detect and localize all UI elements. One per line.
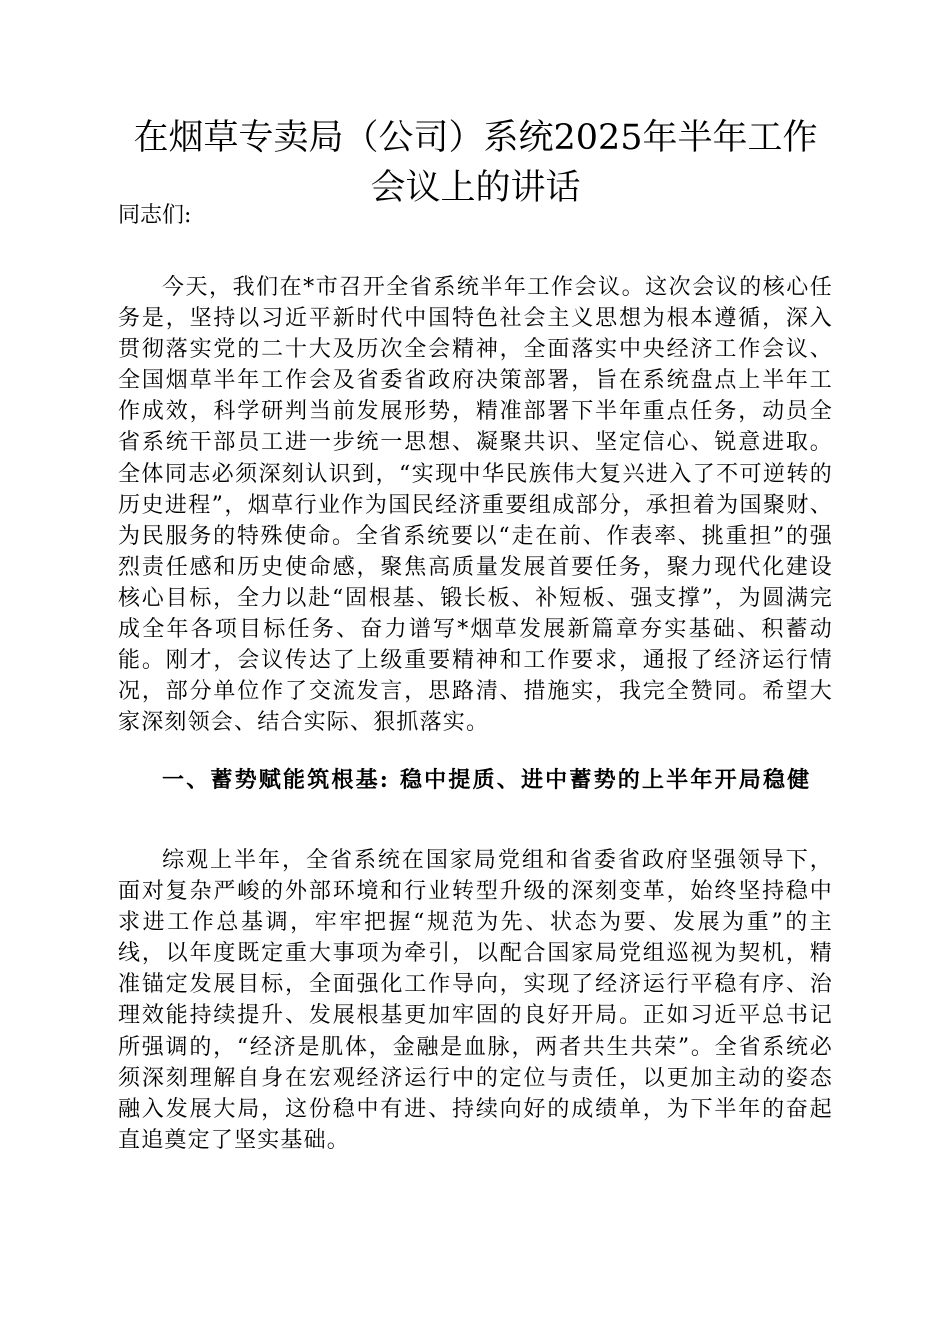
opening-paragraph: 今天，我们在*市召开全省系统半年工作会议。这次会议的核心任务是，坚持以习近平新时代中国特色社会主义思想为根本遵循，深入贯彻落实党的二十大及历次全会精神，全面落实中央经济工作会议、全国烟草半年工作会及省委省政府决策部署，旨在系统盘点上半年工作成效，科学研判当前发展形势，精准部署下半年重点任务，动员全省系统干部员工进一步统一思想、凝聚共识、坚定信心、锐意进取。全体同志必须深刻认识到，“实现中华民族伟大复兴进入了不可逆转的历史进程”，烟草行业作为国民经济重要组成部分，承担着为国聚财、为民服务的特殊使命。全省系统要以“走在前、作表率、挑重担”的强烈责任感和历史使命感，聚焦高质量发展首要任务，聚力现代化建设核心目标，全力以赴“固根基、锻长板、补短板、强支撑”，为圆满完成全年各项目标任务、奋力谱写*烟草发展新篇章夯实基础、积蓄动能。刚才，会议传达了上级重要精神和工作要求，通报了经济运行情况，部分单位作了交流发言，思路清、措施实，我完全赞同。希望大家深刻领会、结合实际、狠抓落实。 xyxy=(118,275,833,736)
document-title: 在烟草专卖局（公司）系统2025年半年工作会议上的讲话 xyxy=(133,118,818,208)
salutation: 同志们: xyxy=(118,203,192,228)
section-paragraph: 综观上半年，全省系统在国家局党组和省委省政府坚强领导下，面对复杂严峻的外部环境和行业转型升级的深刻变革，始终坚持稳中求进工作总基调，牢牢把握“规范为先、状态为要、发展为重”的主线，以年度既定重大事项为牵引，以配合国家局党组巡视为契机，精准锚定发展目标，全面强化工作导向，实现了经济运行平稳有序、治理效能持续提升、发展根基更加牢固的良好开局。正如习近平总书记所强调的，“经济是肌体，金融是血脉，两者共生共荣”。全省系统必须深刻理解自身在宏观经济运行中的定位与责任，以更加主动的姿态融入发展大局，这份稳中有进、持续向好的成绩单，为下半年的奋起直追奠定了坚实基础。 xyxy=(118,848,833,1153)
section-heading: 一、蓄势赋能筑根基: 稳中提质、进中蓄势的上半年开局稳健 xyxy=(162,767,812,793)
